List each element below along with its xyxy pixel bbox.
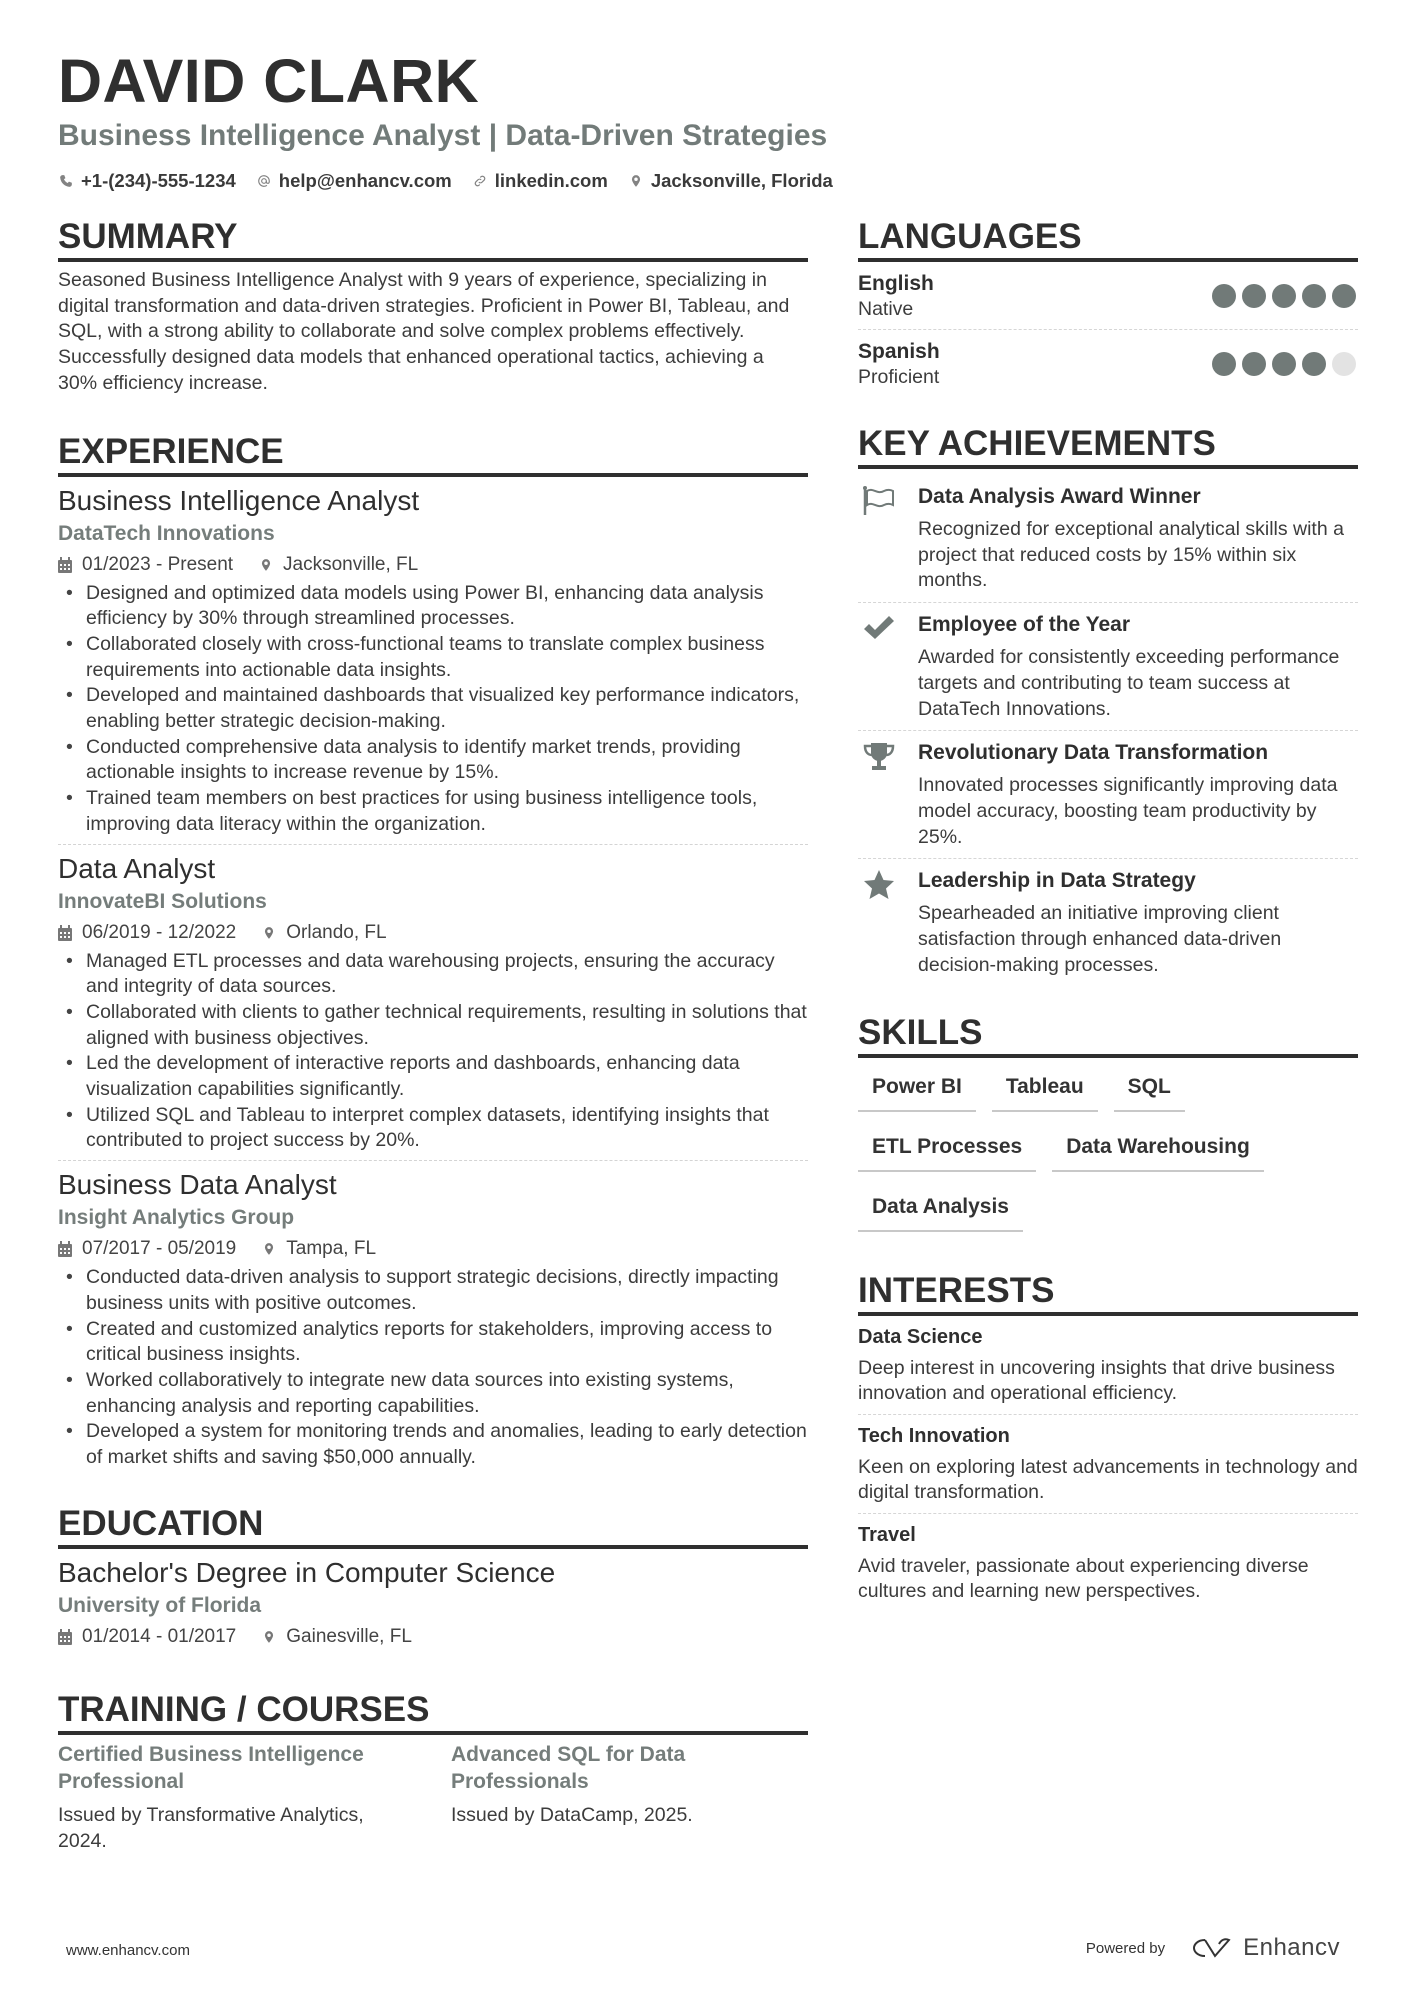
job-bullets	[58, 581, 808, 838]
job-location	[262, 1235, 376, 1263]
calendar-icon	[58, 925, 72, 941]
location-text: Jacksonville, Florida	[650, 170, 833, 191]
interest-desc: Deep interest in uncovering insights that drive business innovation and operational efficiency.	[858, 1357, 1335, 1405]
rating-dot-empty	[1332, 352, 1356, 376]
languages-section	[858, 216, 1358, 397]
bullet-item: • Worked collaboratively to integrate new data sources into existing systems, enhancing analysis and reporting capabilities.	[58, 1368, 808, 1419]
section-title-summary: SUMMARY	[58, 216, 808, 262]
skill-tag: Data Analysis	[858, 1184, 1023, 1232]
dates-text: 01/2014 - 01/2017	[82, 1625, 237, 1647]
location-pin-icon	[259, 557, 273, 573]
language-level: Native	[858, 298, 914, 320]
dates-text: 01/2023 - Present	[82, 553, 234, 575]
bullet-item: • Collaborated with clients to gather technical requirements, resulting in solutions that aligned with business objectives.	[58, 1000, 808, 1051]
email-address: help@enhancv.com	[278, 170, 452, 191]
skill-tag: ETL Processes	[858, 1124, 1036, 1172]
rating-dot-filled	[1212, 284, 1236, 308]
job-entry	[58, 1167, 808, 1477]
trophy-icon	[858, 739, 918, 850]
skill-tag: Power BI	[858, 1064, 976, 1112]
footer-website-link[interactable]: www.enhancv.com	[66, 1942, 190, 1959]
course-desc: Issued by DataCamp, 2025.	[451, 1803, 693, 1826]
achievement-title: Employee of the Year	[918, 613, 1131, 637]
company-name: Insight Analytics Group	[58, 1206, 295, 1230]
language-level: Proficient	[858, 366, 940, 388]
link-icon	[472, 173, 488, 189]
brand-name: Enhancv	[1243, 1934, 1340, 1961]
contact-email[interactable]	[256, 170, 452, 192]
bullet-item: • Created and customized analytics reports for stakeholders, improving access to critical business insights.	[58, 1317, 808, 1368]
interests-section	[858, 1270, 1358, 1612]
language-item	[858, 268, 1358, 329]
achievement-desc: Spearheaded an initiative improving client satisfaction through enhanced data-driven decision-making processes.	[918, 902, 1282, 976]
course-title: Certified Business Intelligence Professional	[58, 1742, 364, 1793]
rating-dot-filled	[1302, 284, 1326, 308]
job-location	[262, 919, 386, 947]
section-title-training: TRAINING / COURSES	[58, 1689, 808, 1735]
skill-tag: SQL	[1114, 1064, 1185, 1112]
language-item	[858, 329, 1358, 397]
skills-list	[858, 1064, 1358, 1244]
interest-title: Data Science	[858, 1326, 983, 1349]
job-meta	[58, 1235, 808, 1263]
job-bullets	[58, 1265, 808, 1471]
experience-section	[58, 431, 808, 1477]
dates-text: 06/2019 - 12/2022	[82, 921, 237, 943]
company-name: DataTech Innovations	[58, 521, 275, 545]
contact-linkedin[interactable]	[472, 170, 608, 192]
achievement-title: Leadership in Data Strategy	[918, 869, 1196, 893]
language-name: English	[858, 272, 934, 295]
achievement-item	[858, 475, 1358, 603]
skill-tag: Data Warehousing	[1052, 1124, 1264, 1172]
rating-dot-filled	[1272, 352, 1296, 376]
rating-dot-filled	[1272, 284, 1296, 308]
job-entry	[58, 483, 808, 845]
job-title: Data Analyst	[58, 852, 216, 884]
achievement-desc: Innovated processes significantly improving data model accuracy, boosting team productivity by 25%.	[918, 774, 1338, 848]
bullet-item: • Trained team members on best practices for using business intelligence tools, improving data literacy within the organization.	[58, 786, 808, 837]
flag-icon	[858, 483, 918, 594]
job-meta	[58, 551, 808, 579]
language-rating	[1212, 352, 1356, 376]
education-location	[262, 1623, 412, 1651]
phone-icon	[58, 173, 74, 189]
section-title-experience: EXPERIENCE	[58, 431, 808, 477]
education-dates	[58, 1623, 236, 1651]
linkedin-url: linkedin.com	[494, 170, 608, 191]
course-desc: Issued by Transformative Analytics, 2024.	[58, 1803, 364, 1852]
location-text: Tampa, FL	[286, 1238, 377, 1260]
location-pin-icon	[262, 1629, 276, 1645]
interest-desc: Keen on exploring latest advancements in technology and digital transformation.	[858, 1456, 1358, 1504]
rating-dot-filled	[1332, 284, 1356, 308]
location-pin-icon	[628, 173, 644, 189]
star-icon	[858, 867, 918, 978]
location-text: Gainesville, FL	[286, 1625, 412, 1647]
bullet-item: • Utilized SQL and Tableau to interpret complex datasets, identifying insights that contributed to project success by 20%.	[58, 1103, 808, 1154]
section-title-skills: SKILLS	[858, 1012, 1358, 1058]
section-title-languages: LANGUAGES	[858, 216, 1358, 262]
calendar-icon	[58, 1241, 72, 1257]
phone-number: +1-(234)-555-1234	[81, 170, 236, 191]
achievement-title: Revolutionary Data Transformation	[918, 741, 1269, 765]
left-column	[58, 216, 808, 1880]
course-item	[451, 1741, 806, 1854]
location-text: Jacksonville, FL	[283, 553, 419, 575]
bullet-item: • Collaborated closely with cross-functional teams to translate complex business requirements into actionable data insights.	[58, 632, 808, 683]
location-pin-icon	[262, 925, 276, 941]
rating-dot-filled	[1212, 352, 1236, 376]
contact-bar	[58, 170, 1358, 192]
job-dates	[58, 1235, 236, 1263]
section-title-interests: INTERESTS	[858, 1270, 1358, 1316]
interest-title: Travel	[858, 1524, 916, 1547]
interest-item	[858, 1520, 1358, 1612]
language-name: Spanish	[858, 340, 940, 363]
course-title: Advanced SQL for Data Professionals	[451, 1742, 686, 1793]
bullet-item: • Developed and maintained dashboards that visualized key performance indicators, enabling better strategic decision-making.	[58, 683, 808, 734]
interest-item	[858, 1421, 1358, 1514]
section-title-education: EDUCATION	[58, 1503, 808, 1549]
powered-by-label: Powered by	[1085, 1939, 1166, 1957]
interest-desc: Avid traveler, passionate about experiencing diverse cultures and learning new perspectives.	[858, 1555, 1309, 1603]
dates-text: 07/2017 - 05/2019	[82, 1238, 237, 1260]
job-title: Business Data Analyst	[58, 1169, 337, 1201]
rating-dot-filled	[1242, 284, 1266, 308]
skills-section	[858, 1012, 1358, 1244]
job-meta	[58, 919, 808, 947]
job-location	[259, 551, 418, 579]
job-entry	[58, 851, 808, 1162]
contact-phone[interactable]	[58, 170, 236, 192]
summary-section	[58, 216, 808, 397]
resume-header	[58, 46, 1358, 192]
candidate-name: DAVID CLARK	[58, 47, 480, 115]
education-meta	[58, 1623, 808, 1651]
calendar-icon	[58, 1629, 72, 1645]
bullet-item: • Conducted data-driven analysis to support strategic decisions, directly impacting business units with positive outcomes.	[58, 1265, 808, 1316]
rating-dot-filled	[1242, 352, 1266, 376]
courses-list	[58, 1741, 808, 1854]
achievement-desc: Awarded for consistently exceeding performance targets and contributing to team success at DataTech Innovations.	[918, 646, 1340, 720]
school-name: University of Florida	[58, 1593, 262, 1617]
training-section	[58, 1689, 808, 1854]
achievement-title: Data Analysis Award Winner	[918, 485, 1201, 508]
location-text: Orlando, FL	[286, 921, 387, 943]
education-section	[58, 1503, 808, 1651]
skill-tag: Tableau	[992, 1064, 1098, 1112]
achievement-item	[858, 731, 1358, 859]
bullet-item: • Developed a system for monitoring trends and anomalies, leading to early detection of market shifts and saving $50,000 annually.	[58, 1419, 808, 1470]
achievement-item	[858, 859, 1358, 986]
candidate-tagline: Business Intelligence Analyst | Data-Driven Strategies	[58, 119, 828, 152]
degree-title: Bachelor's Degree in Computer Science	[58, 1556, 556, 1588]
right-column	[858, 216, 1358, 1638]
bullet-item: • Managed ETL processes and data warehousing projects, ensuring the accuracy and integrity of data sources.	[58, 949, 808, 1000]
brand-logo[interactable]	[1191, 1934, 1340, 1962]
company-name: InnovateBI Solutions	[58, 889, 267, 913]
footer-branding	[1086, 1934, 1340, 1962]
location-pin-icon	[262, 1241, 276, 1257]
checkmark-icon	[858, 611, 918, 722]
summary-text: Seasoned Business Intelligence Analyst with 9 years of experience, specializing in digital transformation and data-driven strategies. Proficient in Power BI, Tableau, and SQL, with a strong ability to collaborate and solve complex problems effectively. Successfully designed data models that enhanced operational tactics, achieving a 30% efficiency increase.	[58, 269, 790, 394]
calendar-icon	[58, 557, 72, 573]
achievement-item	[858, 603, 1358, 731]
language-rating	[1212, 284, 1356, 308]
enhancv-logo-icon	[1191, 1936, 1235, 1960]
interest-item	[858, 1322, 1358, 1415]
job-bullets	[58, 949, 808, 1155]
bullet-item: • Led the development of interactive reports and dashboards, enhancing data visualization capabilities significantly.	[58, 1051, 808, 1102]
at-icon	[256, 173, 272, 189]
interest-title: Tech Innovation	[858, 1425, 1010, 1448]
course-item	[58, 1741, 413, 1854]
bullet-item: • Designed and optimized data models using Power BI, enhancing data analysis efficiency by 30% through streamlined processes.	[58, 581, 808, 632]
achievement-desc: Recognized for exceptional analytical skills with a project that reduced costs by 15% within six months.	[918, 518, 1344, 592]
bullet-item: • Conducted comprehensive data analysis to identify market trends, providing actionable insights to increase revenue by 15%.	[58, 735, 808, 786]
rating-dot-filled	[1302, 352, 1326, 376]
achievements-section	[858, 423, 1358, 986]
job-dates	[58, 919, 236, 947]
contact-location	[628, 170, 833, 192]
section-title-achievements: KEY ACHIEVEMENTS	[858, 423, 1358, 469]
job-dates	[58, 551, 233, 579]
job-title: Business Intelligence Analyst	[58, 484, 420, 516]
